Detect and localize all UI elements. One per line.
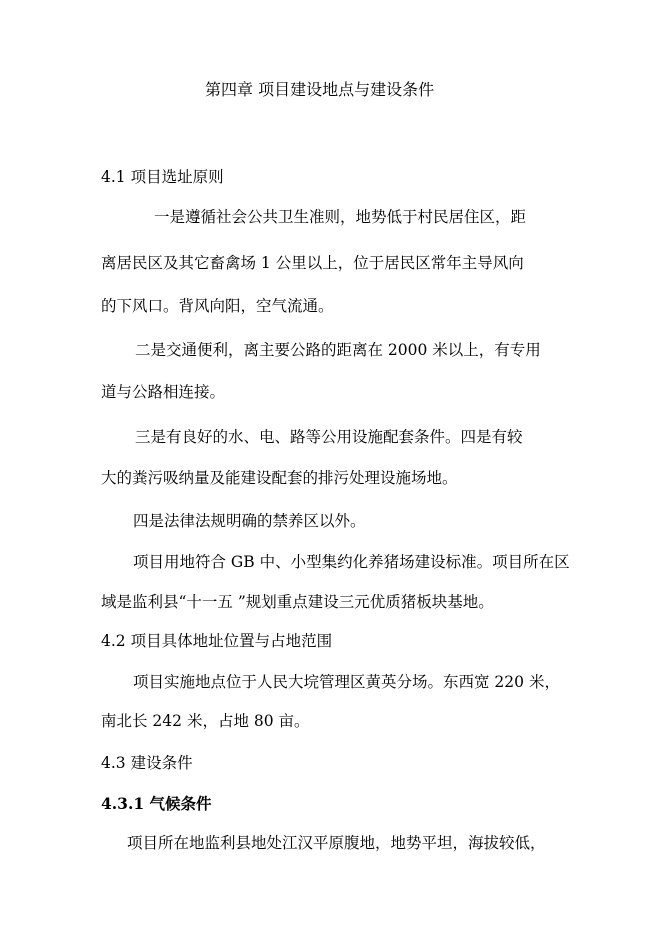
section-4-3-1-heading: 4.3.1 气候条件	[101, 794, 212, 813]
paragraph-7-line-1: 项目所在地监利县地处江汉平原腹地，地势平坦，海拔较低，	[127, 834, 546, 852]
paragraph-2-line-2: 道与公路相连接。	[101, 383, 226, 401]
paragraph-3-line-1: 三是有良好的水、电、路等公用设施配套条件。四是有较	[135, 428, 523, 446]
section-4-3-heading: 4.3 建设条件	[101, 754, 193, 772]
section-4-1-heading: 4.1 项目选址原则	[101, 168, 224, 186]
paragraph-5-line-2: 域是监利县“十一五 ”规划重点建设三元优质猪板块基地。	[101, 593, 494, 611]
paragraph-3-line-2: 大的粪污吸纳量及能建设配套的排污处理设施场地。	[101, 469, 458, 487]
paragraph-1-line-3: 的下风口。背风向阳，空气流通。	[101, 297, 334, 315]
paragraph-1-line-1: 一是遵循社会公共卫生准则，地势低于村民居住区，距	[154, 208, 527, 226]
section-4-2-heading: 4.2 项目具体地址位置与占地范围	[101, 632, 333, 650]
chapter-title: 第四章 项目建设地点与建设条件	[205, 80, 435, 99]
paragraph-1-line-2: 离居民区及其它畜禽场 1 公里以上，位于居民区常年主导风向	[101, 254, 524, 272]
paragraph-6-line-2: 南北长 242 米，占地 80 亩。	[101, 712, 310, 730]
paragraph-4-line-1: 四是法律法规明确的禁养区以外。	[133, 512, 366, 530]
paragraph-2-line-1: 二是交通便利，离主要公路的距离在 2000 米以上，有专用	[135, 341, 541, 359]
paragraph-5-line-1: 项目用地符合 GB 中、小型集约化养猪场建设标准。项目所在区	[133, 553, 570, 571]
paragraph-6-line-1: 项目实施地点位于人民大垸管理区黄英分场。东西宽 220 米，	[133, 673, 560, 691]
